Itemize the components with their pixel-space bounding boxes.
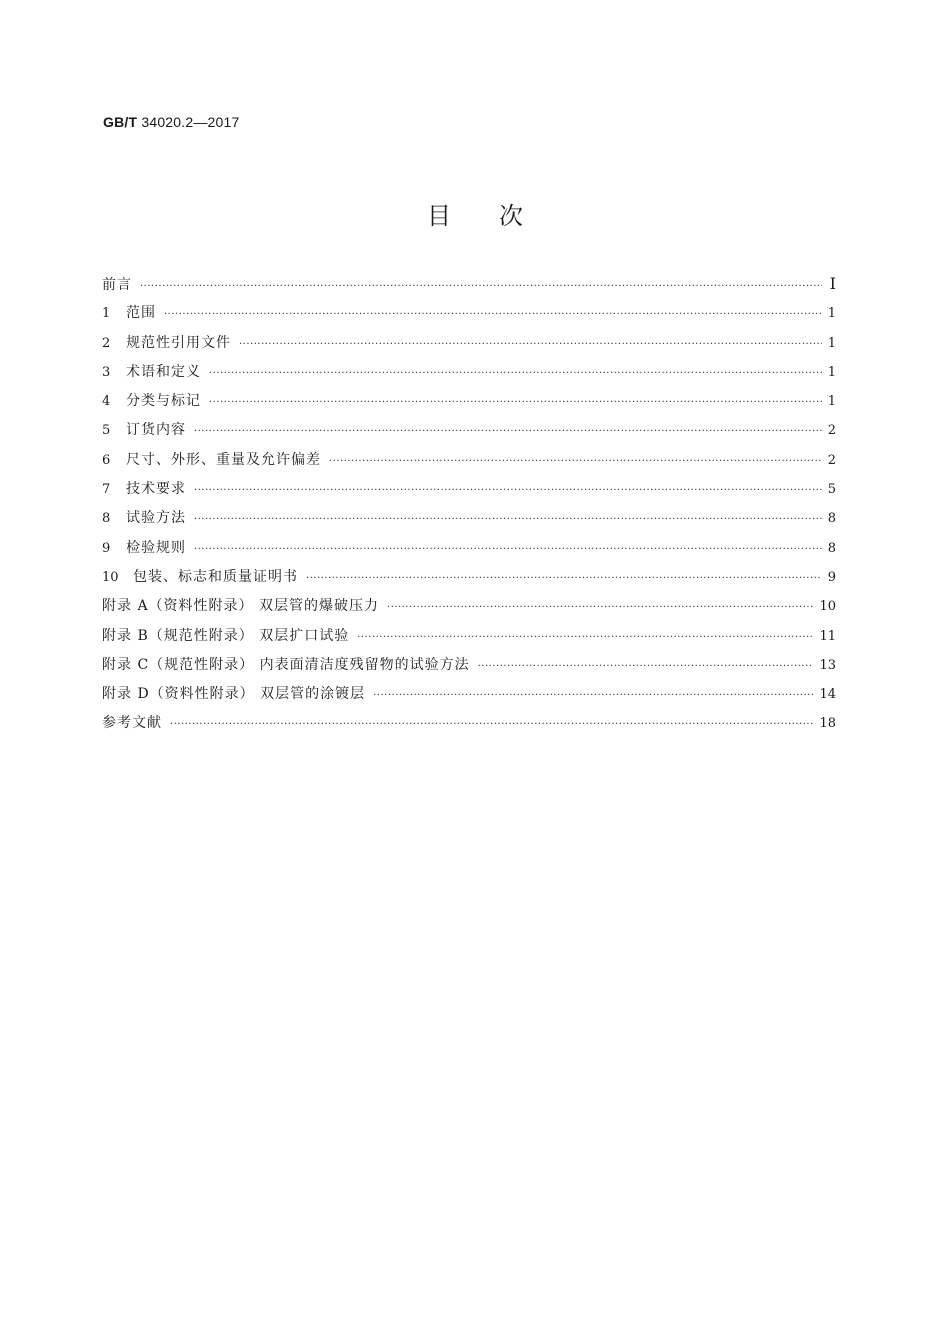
standard-code [103,114,240,130]
title-char-left: 目 [427,202,451,230]
toc-entry-page: 5 [827,482,836,498]
toc-entry-foreword[interactable] [102,274,836,303]
toc-leader-dots [194,422,822,442]
toc-entry-label: 包装、标志和质量证明书 [133,568,298,585]
toc-entry-number: 1 [102,306,111,322]
standard-prefix: GB/T [103,114,138,130]
toc-entry-label: 附录 B（规范性附录） 双层扩口试验 [102,627,350,644]
toc-leader-dots [164,305,822,325]
toc-entry-3[interactable] [102,362,836,391]
page-title [0,196,950,231]
toc-entry-label: 前言 [102,277,132,293]
toc-entry-label: 检验规则 [126,539,186,556]
toc-entry-appendix-a[interactable] [102,596,836,625]
toc-entry-6[interactable] [102,450,836,479]
toc-entry-page: 14 [819,687,836,703]
toc-entry-page: 8 [827,511,836,527]
title-char-right: 次 [499,202,523,230]
toc-entry-page: 1 [827,364,836,380]
toc-entry-number: 4 [102,394,111,410]
toc-leader-dots [194,481,822,501]
toc-entry-7[interactable] [102,479,836,508]
toc-entry-label: 术语和定义 [126,363,201,380]
toc-entry-8[interactable] [102,508,836,537]
toc-entry-number: 9 [102,540,111,556]
toc-leader-dots [194,510,822,530]
toc-entry-9[interactable] [102,538,836,567]
toc-entry-page: Ⅰ [829,274,836,293]
toc-entry-label: 技术要求 [126,481,186,498]
toc-entry-label: 分类与标记 [126,393,201,410]
toc-leader-dots [329,452,822,472]
toc-entry-number: 7 [102,482,111,498]
toc-entry-5[interactable] [102,420,836,449]
toc-entry-label: 附录 A（资料性附录） 双层管的爆破压力 [102,598,380,615]
toc-entry-label: 附录 D（资料性附录） 双层管的涂镀层 [102,686,366,703]
toc-entry-number: 3 [102,364,111,380]
toc-entry-page: 1 [827,335,836,351]
toc-entry-4[interactable] [102,391,836,420]
toc-entry-number: 6 [102,452,111,468]
toc-entry-page: 1 [827,306,836,322]
toc-entry-label: 尺寸、外形、重量及允许偏差 [126,451,321,468]
toc-entry-label: 参考文献 [102,715,162,732]
toc-entry-page: 9 [827,569,836,585]
toc-leader-dots [387,598,813,618]
toc-entry-page: 2 [827,423,836,439]
toc-entry-page: 8 [827,540,836,556]
toc-leader-dots [306,569,822,589]
toc-entry-1[interactable] [102,303,836,332]
toc-leader-dots [478,657,814,677]
standard-number: 34020.2—2017 [141,114,240,130]
toc-entry-references[interactable] [102,713,836,742]
toc-leader-dots [170,715,813,735]
toc-entry-page: 13 [819,657,836,673]
toc-entry-number: 10 [102,569,119,585]
toc-entry-label: 范围 [126,305,156,322]
toc-leader-dots [209,393,822,413]
toc-leader-dots [140,277,822,297]
toc-entry-appendix-d[interactable] [102,684,836,713]
toc-entry-label: 试验方法 [126,510,186,527]
toc-entry-page: 11 [819,628,836,644]
toc-entry-page: 10 [819,599,836,615]
toc-leader-dots [209,364,822,384]
toc-entry-page: 2 [827,452,836,468]
toc-entry-label: 规范性引用文件 [126,334,231,351]
toc-leader-dots [373,686,813,706]
toc-leader-dots [357,628,813,648]
toc-leader-dots [194,540,822,560]
toc-entry-page: 1 [827,394,836,410]
toc-entry-label: 附录 C（规范性附录） 内表面清洁度残留物的试验方法 [102,656,470,673]
toc-entry-page: 18 [819,716,836,732]
toc-leader-dots [239,335,822,355]
toc-entry-number: 5 [102,423,111,439]
table-of-contents [102,274,836,743]
toc-entry-2[interactable] [102,333,836,362]
toc-entry-number: 8 [102,511,111,527]
toc-entry-10[interactable] [102,567,836,596]
toc-entry-appendix-c[interactable] [102,655,836,684]
toc-entry-label: 订货内容 [126,422,186,439]
toc-entry-appendix-b[interactable] [102,626,836,655]
toc-entry-number: 2 [102,335,111,351]
